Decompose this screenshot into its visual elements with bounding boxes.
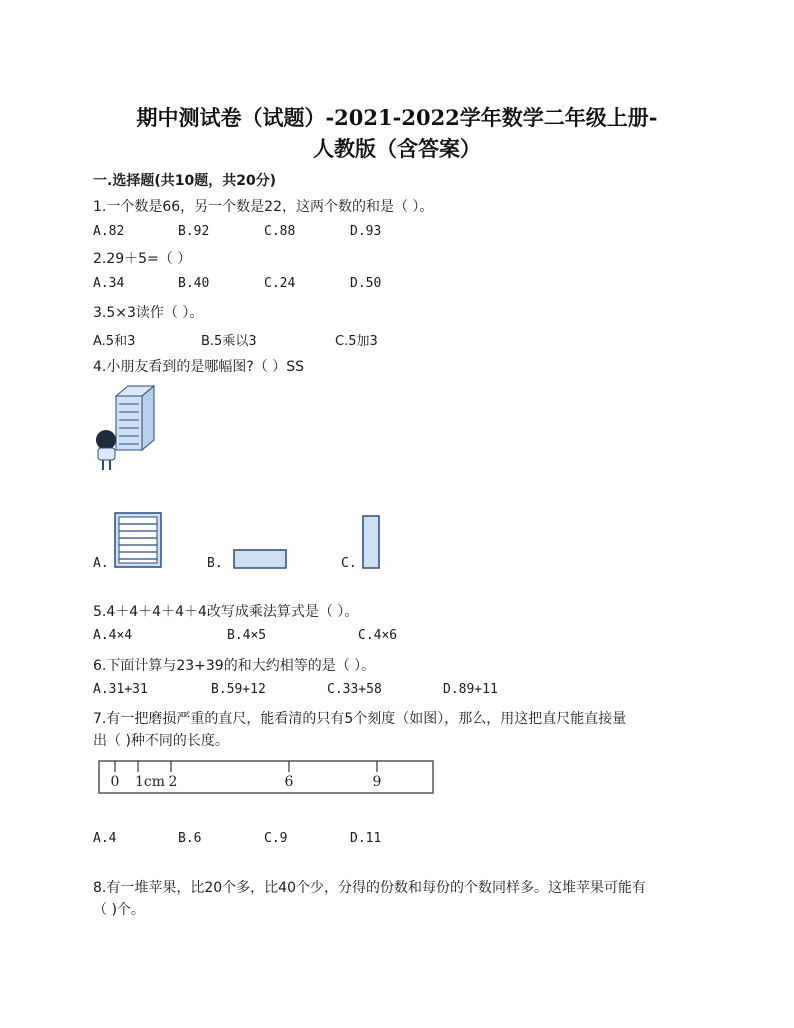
ruler-label-1cm: 1cm: [134, 774, 166, 790]
q4-option-c: C.: [341, 556, 357, 571]
ruler-label-6: 6: [284, 774, 294, 790]
q7-option-b: B.6: [178, 831, 202, 846]
q7-option-a: A.4: [93, 831, 117, 846]
q5-option-a: A.4×4: [93, 628, 133, 643]
q6-option-b: B.59+12: [211, 682, 266, 697]
q4-option-c-figure: [362, 515, 380, 569]
question-1-stem: 1.一个数是66，另一个数是22，这两个数的和是（ ）。: [93, 199, 434, 215]
q4-option-b-figure: [233, 549, 287, 569]
question-2-stem: 2.29＋5=（ ）: [93, 251, 192, 267]
worn-ruler-figure: [98, 760, 434, 794]
q1-option-c: C.88: [264, 224, 296, 239]
question-8-stem-line2: （ )个。: [93, 902, 145, 918]
q1-option-b: B.92: [178, 224, 210, 239]
child-and-shelf-illustration: [90, 382, 170, 478]
ruler-label-2: 2: [168, 774, 178, 790]
question-6-stem: 6.下面计算与23+39的和大约相等的是（ ）。: [93, 658, 376, 674]
question-4-stem: 4.小朋友看到的是哪幅图?（ ）SS: [93, 359, 305, 375]
q1-option-d: D.93: [350, 224, 382, 239]
q1-option-a: A.82: [93, 224, 125, 239]
q4-option-b: B.: [207, 556, 223, 571]
q4-option-a-figure: [114, 512, 162, 568]
question-3-stem: 3.5×3读作（ ）。: [93, 305, 204, 321]
q3-option-a: A.5和3: [93, 334, 136, 349]
q5-option-b: B.4×5: [227, 628, 267, 643]
q6-option-a: A.31+31: [93, 682, 148, 697]
q3-option-b: B.5乘以3: [201, 334, 257, 349]
q7-option-c: C.9: [264, 831, 288, 846]
question-7-stem-line2: 出（ )种不同的长度。: [93, 733, 229, 749]
q7-option-d: D.11: [350, 831, 382, 846]
q2-option-b: B.40: [178, 276, 210, 291]
question-7-stem-line1: 7.有一把磨损严重的直尺，能看清的只有5个刻度（如图），那么，用这把直尺能直接量: [93, 711, 627, 727]
page-title-line2: 人教版（含答案）: [313, 136, 481, 161]
ruler-label-9: 9: [372, 774, 382, 790]
ruler-label-0: 0: [110, 774, 120, 790]
question-5-stem: 5.4＋4＋4＋4＋4改写成乘法算式是（ ）。: [93, 604, 359, 620]
page-title-line1: 期中测试卷（试题）-2021-2022学年数学二年级上册-: [136, 105, 658, 130]
q5-option-c: C.4×6: [358, 628, 398, 643]
q6-option-c: C.33+58: [327, 682, 382, 697]
question-8-stem-line1: 8.有一堆苹果，比20个多，比40个少，分得的份数和每份的个数同样多。这堆苹果可能有: [93, 880, 646, 896]
section-heading: 一.选择题(共10题，共20分): [93, 173, 277, 189]
q4-option-a: A.: [93, 556, 109, 571]
q2-option-c: C.24: [264, 276, 296, 291]
q6-option-d: D.89+11: [443, 682, 498, 697]
q2-option-a: A.34: [93, 276, 125, 291]
q3-option-c: C.5加3: [335, 334, 378, 349]
q2-option-d: D.50: [350, 276, 382, 291]
